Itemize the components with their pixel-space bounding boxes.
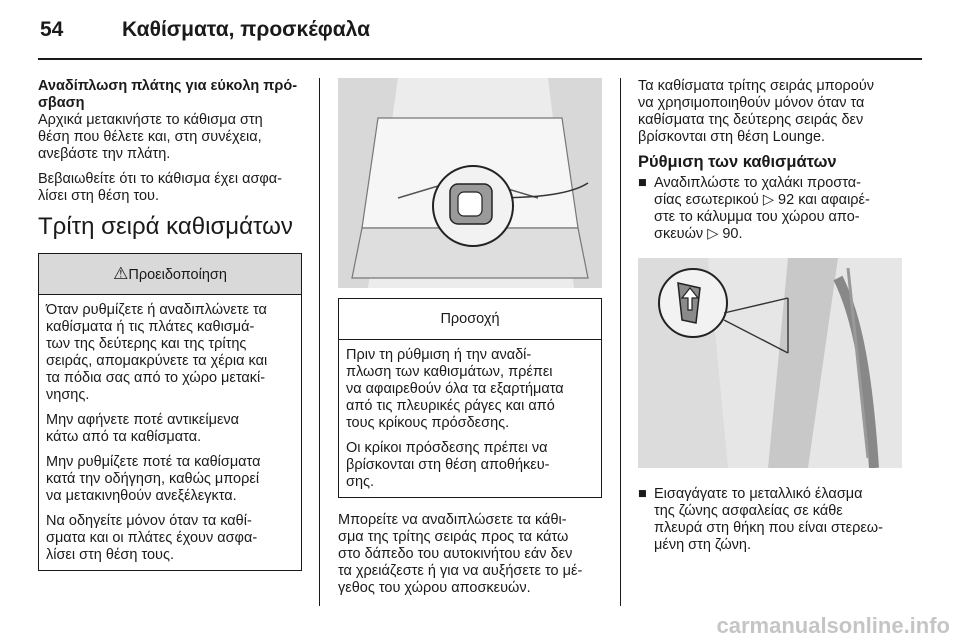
page-header <box>38 10 922 56</box>
page-title: Καθίσματα, προσκέφαλα <box>122 18 370 41</box>
paragraph: Βεβαιωθείτε ότι το κάθισμα έχει ασφα- λίσει στη θέση του. <box>38 171 283 204</box>
caution-text: Πριν τη ρύθμιση ή την αναδί- πλωση των καθισμάτων, πρέπει να αφαιρεθούν όλα τα εξαρτήματα από τις πλευρικές ράγες και από τους κρίκους πρόσδεσης. <box>346 347 564 431</box>
warning-box <box>38 253 302 571</box>
warning-text: Να οδηγείτε μόνον όταν τα καθί- σματα και οι πλάτες έχουν ασφα- λίσει στη θέση τους. <box>46 513 258 563</box>
seat-belt-illustration <box>638 258 902 468</box>
paragraph: Αρχικά μετακινήστε το κάθισμα στη θέση που θέλετε και, στη συνέχεια, ανεβάστε την πλάτη. <box>38 112 263 162</box>
page-number: 54 <box>40 18 64 41</box>
column-2 <box>338 298 602 605</box>
warning-text: Όταν ρυθμίζετε ή αναδιπλώνετε τα καθίσματα ή τις πλάτες καθισμά- των της δεύτερης και της τρίτης σειράς, απομακρύνετε τα χέρια και τα πόδια σας από το χώρο μετακί- νησης. <box>46 302 268 403</box>
column-divider-2 <box>620 78 621 606</box>
figure-seat-belt <box>638 258 902 468</box>
column-divider-1 <box>319 78 320 606</box>
subheading-easy-access: Αναδίπλωση πλάτης για εύκολη πρό- σβαση <box>38 78 298 111</box>
paragraph: Τα καθίσματα τρίτης σειράς μπορούν να χρησιμοποιηθούν μόνον όταν τα καθίσματα της δεύτερης σειράς δεν βρίσκονται στη θέση Lounge. <box>638 78 875 145</box>
column-3 <box>638 78 902 243</box>
list-item <box>638 486 902 554</box>
warning-text: Μην ρυθμίζετε ποτέ τα καθίσματα κατά την οδήγηση, καθώς μπορεί να μετακινηθούν ανεξέλεγκτα. <box>46 454 261 504</box>
header-rule <box>38 58 922 60</box>
cargo-area-illustration <box>338 78 602 288</box>
bullet-icon: ■ <box>638 175 647 191</box>
watermark: carmanualsonline.info <box>716 613 950 638</box>
list-item-text: Αναδιπλώστε το χαλάκι προστα- σίας εσωτερικού ▷ 92 και αφαιρέ- στε το κάλυμμα του χώρου απο- σκευών ▷ 90. <box>654 175 870 242</box>
figure-cargo-tie-down <box>338 78 602 288</box>
column-1 <box>38 78 302 571</box>
warning-header <box>39 254 301 295</box>
warning-title: Προειδοποίηση <box>128 267 227 283</box>
bullet-icon: ■ <box>638 486 647 502</box>
paragraph: Μπορείτε να αναδιπλώσετε τα κάθι- σμα της τρίτης σειράς προς τα κάτω στο δάπεδο του αυτοκινήτου εάν δεν τα χρειάζεστε ή για να αυξήσετε το μέ- γεθος του χώρου αποσκευών. <box>338 512 583 596</box>
caution-box <box>338 298 602 498</box>
caution-title: Προσοχή <box>339 299 601 340</box>
warning-icon: ⚠ <box>113 264 129 283</box>
section-title: Τρίτη σειρά καθισμάτων <box>38 213 293 240</box>
list-item-text: Εισαγάγατε το μεταλλικό έλασμα της ζώνης ασφαλείας σε κάθε πλευρά στη θήκη που είναι στερεω- μένη στη ζώνη. <box>654 486 883 553</box>
column-3-lower <box>638 486 902 554</box>
warning-text: Μην αφήνετε ποτέ αντικείμενα κάτω από τα καθίσματα. <box>46 412 240 445</box>
caution-text: Οι κρίκοι πρόσδεσης πρέπει να βρίσκονται στη θέση αποθήκευ- σης. <box>346 440 550 490</box>
heading-seat-adjustment: Ρύθμιση των καθισμάτων <box>638 153 837 171</box>
list-item <box>638 175 902 243</box>
